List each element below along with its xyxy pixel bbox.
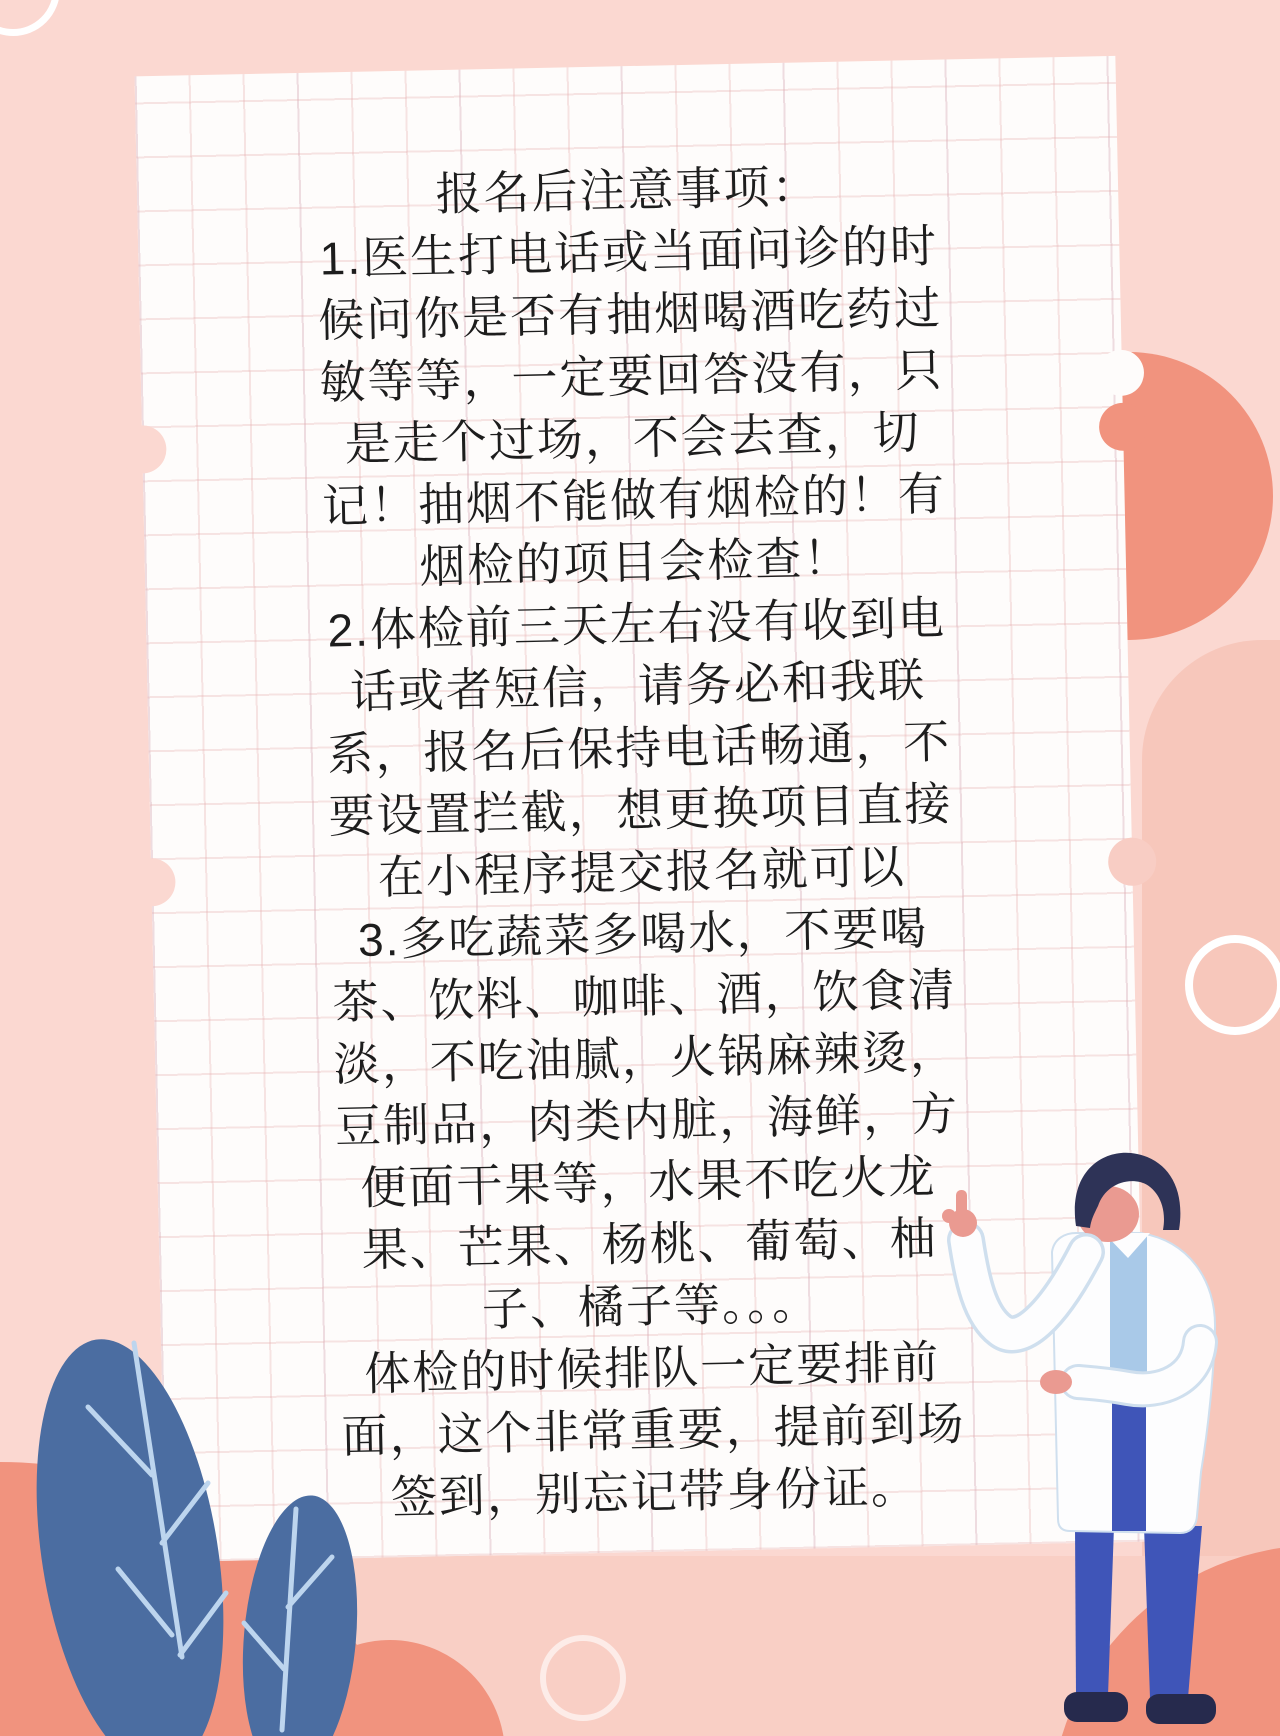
notice-line: 果、芒果、杨桃、葡萄、柚 [361,1211,939,1276]
notice-line: 话或者短信，请务必和我联 [349,654,927,719]
notice-line: 豆制品，肉类内脏，海鲜，方 [334,1087,960,1153]
white-ring-bottom-decoration [540,1635,626,1721]
notice-line: 子、橘子等。。。 [481,1276,821,1336]
doctor-shoe [1064,1692,1128,1722]
notice-line: 候问你是否有抽烟喝酒吃药过 [317,281,943,347]
doctor-hand [1040,1370,1072,1394]
notice-line: 记！抽烟不能做有烟检的！有 [321,467,947,533]
notice-line: 敏等等，一定要回答没有，只 [318,343,944,409]
notice-line: 签到，别忘记带身份证。 [390,1460,920,1524]
notice-line: 要设置拦截，想更换项目直接 [328,777,953,843]
notice-line: 3.多吃蔬菜多喝水，不要喝 [357,902,929,966]
doctor-leg [1144,1526,1202,1698]
doctor-tie [1112,1398,1146,1531]
notice-line: 茶、饮料、咖啡、酒，饮食清 [331,963,957,1029]
doctor-pointing-finger [956,1190,967,1222]
white-ring-top-left-decoration [0,0,60,36]
doctor-leg [1075,1526,1114,1696]
doctor-neck [1096,1226,1120,1240]
notice-line: 2.体检前三天左右没有收到电 [326,591,947,657]
notice-title-line: 报名后注意事项： [435,160,821,221]
notice-line: 体检的时候排队一定要排前 [363,1335,941,1400]
notice-line: 1.医生打电话或当面问诊的时 [319,219,939,285]
doctor-illustration [900,1130,1280,1736]
white-ring-right-decoration [1185,935,1280,1035]
notice-line: 烟检的项目会检查！ [418,531,852,593]
leaf-illustration [30,1225,370,1736]
notice-line: 是走个过场，不会去查，切 [344,406,922,471]
notice-line: 便面干果等，水果不吃火龙 [359,1149,937,1214]
notice-line: 面，这个非常重要，提前到场 [341,1397,966,1463]
doctor-shoe [1146,1694,1216,1724]
notice-line: 淡，不吃油腻，火锅麻辣烫， [333,1025,959,1091]
notice-line: 系，报名后保持电话畅通，不 [326,715,952,781]
doctor-thumb [942,1209,956,1223]
notice-line: 在小程序提交报名就可以 [377,840,907,904]
